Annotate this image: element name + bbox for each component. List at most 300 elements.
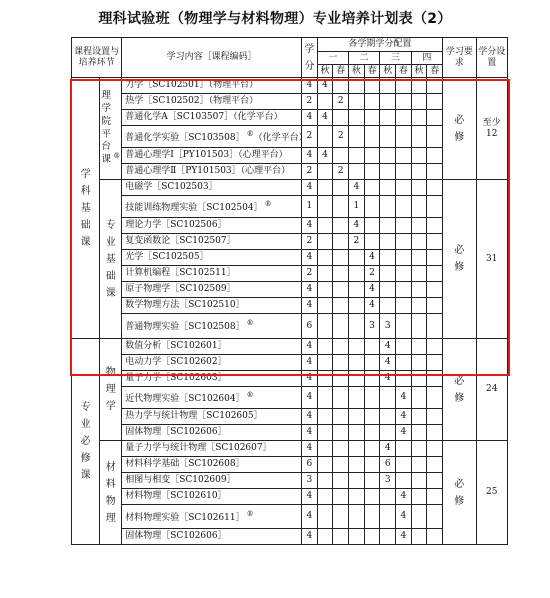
- term-credit-cell: [349, 425, 365, 441]
- term-credit-cell: [333, 441, 349, 457]
- term-credit-cell: [380, 505, 396, 529]
- requirement-label: 必修: [454, 478, 465, 507]
- course-credits: 4: [302, 148, 318, 164]
- course-name-cell: [122, 441, 302, 457]
- term-credit-cell: [380, 180, 396, 196]
- course-mark: ®: [246, 390, 254, 399]
- term-credit-cell: [364, 148, 380, 164]
- course-name: 相图与相变［SC102609］: [125, 475, 236, 486]
- table-row: [72, 164, 508, 180]
- course-name-cell: [122, 282, 302, 298]
- year-header: 四: [411, 52, 442, 65]
- term-credit-cell: [349, 94, 365, 110]
- term-credit-cell: [411, 234, 427, 250]
- credit-setting-cell: [476, 78, 507, 180]
- course-name-cell: [122, 314, 302, 339]
- term-credit-cell: [411, 298, 427, 314]
- term-credit-cell: 4: [349, 180, 365, 196]
- course-credits: 4: [302, 355, 318, 371]
- group-label: 材料物理: [105, 461, 116, 524]
- term-credit-cell: [317, 234, 333, 250]
- table-row: [72, 110, 508, 126]
- course-name-cell: [122, 355, 302, 371]
- term-credit-cell: [333, 529, 349, 545]
- term-header: 秋: [411, 65, 427, 78]
- requirement-cell: [443, 339, 476, 441]
- term-credit-cell: [349, 148, 365, 164]
- term-credit-cell: [317, 355, 333, 371]
- term-credit-cell: [333, 489, 349, 505]
- course-mark: ®: [246, 319, 254, 328]
- term-credit-cell: [349, 282, 365, 298]
- term-credit-cell: [427, 196, 443, 218]
- term-credit-cell: [427, 339, 443, 355]
- term-credit-cell: [333, 371, 349, 387]
- term-credit-cell: [333, 196, 349, 218]
- distribution-header: 各学期学分配置: [317, 38, 442, 52]
- term-credit-cell: [380, 282, 396, 298]
- term-credit-cell: [364, 94, 380, 110]
- course-credits: 3: [302, 473, 318, 489]
- term-credit-cell: [380, 110, 396, 126]
- term-credit-cell: 4: [396, 387, 412, 409]
- course-name: 热力学与统计物理［SC102605］: [125, 411, 263, 422]
- course-name: 材料物理［SC102610］: [125, 491, 227, 502]
- term-credit-cell: [427, 457, 443, 473]
- term-credit-cell: [317, 94, 333, 110]
- curriculum-table-body: [72, 38, 508, 545]
- term-credit-cell: [349, 78, 365, 94]
- requirement-cell: [443, 180, 476, 339]
- course-credits: 1: [302, 196, 318, 218]
- term-credit-cell: [411, 282, 427, 298]
- term-credit-cell: [411, 180, 427, 196]
- term-credit-cell: [349, 355, 365, 371]
- table-row: [72, 473, 508, 489]
- course-name: 材料科学基础［SC102608］: [125, 459, 245, 470]
- table-row: [72, 425, 508, 441]
- course-credits: 6: [302, 457, 318, 473]
- course-name: 普通化学A［SC103507］（化学平台）: [125, 112, 283, 123]
- credits-header: [302, 38, 318, 78]
- term-credit-cell: [396, 218, 412, 234]
- course-credits: 4: [302, 339, 318, 355]
- course-credits: 2: [302, 94, 318, 110]
- term-credit-cell: [427, 473, 443, 489]
- course-name: 近代物理实验［SC102604］: [125, 393, 245, 404]
- term-credit-cell: [396, 126, 412, 148]
- course-mark: ®: [246, 509, 254, 518]
- term-credit-cell: [411, 425, 427, 441]
- term-credit-cell: [396, 314, 412, 339]
- term-credit-cell: 2: [349, 234, 365, 250]
- course-name: 普通物理实验［SC102508］: [125, 322, 245, 333]
- term-credit-cell: [396, 298, 412, 314]
- term-credit-cell: [411, 371, 427, 387]
- term-credit-cell: [396, 371, 412, 387]
- course-name: 热学［SC102502］（物理平台）: [125, 96, 259, 107]
- table-row: [72, 148, 508, 164]
- requirement-label: 必修: [454, 114, 465, 143]
- term-credit-cell: [333, 505, 349, 529]
- term-credit-cell: [317, 126, 333, 148]
- term-credit-cell: [427, 164, 443, 180]
- term-credit-cell: [317, 196, 333, 218]
- course-name-cell: [122, 148, 302, 164]
- term-credit-cell: [396, 94, 412, 110]
- course-name-cell: [122, 529, 302, 545]
- table-row: [72, 371, 508, 387]
- term-credit-cell: [349, 339, 365, 355]
- term-credit-cell: [317, 339, 333, 355]
- course-credits: 4: [302, 409, 318, 425]
- term-credit-cell: [427, 148, 443, 164]
- course-credits: 4: [302, 180, 318, 196]
- term-credit-cell: [317, 164, 333, 180]
- term-credit-cell: 4: [396, 505, 412, 529]
- section-label: 专业必修课: [80, 402, 91, 481]
- term-credit-cell: [333, 355, 349, 371]
- term-credit-cell: [380, 94, 396, 110]
- term-credit-cell: 4: [396, 489, 412, 505]
- credit-setting-header: 学分设置: [476, 38, 507, 78]
- term-credit-cell: [317, 505, 333, 529]
- term-credit-cell: [333, 282, 349, 298]
- term-credit-cell: [333, 148, 349, 164]
- term-credit-cell: [333, 387, 349, 409]
- term-header: 秋: [349, 65, 365, 78]
- group-cell: [100, 180, 122, 339]
- term-credit-cell: [380, 164, 396, 180]
- term-credit-cell: [411, 218, 427, 234]
- credit-setting-label: 至少 12: [482, 118, 501, 139]
- term-credit-cell: [427, 94, 443, 110]
- term-credit-cell: [364, 489, 380, 505]
- course-name: 材料物理实验［SC102611］: [125, 512, 245, 523]
- course-credits: 4: [302, 282, 318, 298]
- course-credits: 2: [302, 164, 318, 180]
- term-credit-cell: [380, 298, 396, 314]
- course-name-cell: [122, 387, 302, 409]
- term-credit-cell: [364, 234, 380, 250]
- term-credit-cell: [317, 298, 333, 314]
- term-credit-cell: [427, 180, 443, 196]
- term-credit-cell: 4: [380, 355, 396, 371]
- course-name-cell: [122, 126, 308, 148]
- term-credit-cell: [333, 473, 349, 489]
- course-name-cell: [122, 180, 302, 196]
- course-credits: 2: [302, 126, 318, 148]
- term-credit-cell: 4: [317, 78, 333, 94]
- table-row: [72, 387, 508, 409]
- term-credit-cell: [364, 180, 380, 196]
- term-credit-cell: [349, 409, 365, 425]
- term-credit-cell: [427, 489, 443, 505]
- term-credit-cell: [317, 218, 333, 234]
- course-name: 复变函数论［SC102507］: [125, 236, 236, 247]
- course-name-cell: [122, 505, 302, 529]
- course-name: 电动力学［SC102602］: [125, 357, 227, 368]
- course-credits: 4: [302, 371, 318, 387]
- term-credit-cell: [333, 250, 349, 266]
- course-credits: 4: [302, 218, 318, 234]
- term-credit-cell: [349, 441, 365, 457]
- course-name-cell: [122, 489, 302, 505]
- section-cell: [72, 78, 100, 339]
- term-credit-cell: [427, 371, 443, 387]
- term-header: 秋: [380, 65, 396, 78]
- term-credit-cell: [349, 266, 365, 282]
- category-header: 课程设置与培养环节: [72, 38, 122, 78]
- term-credit-cell: 3: [364, 314, 380, 339]
- term-credit-cell: [333, 409, 349, 425]
- term-credit-cell: [427, 441, 443, 457]
- requirement-label: 必修: [454, 375, 465, 404]
- term-credit-cell: [317, 457, 333, 473]
- term-credit-cell: 4: [396, 409, 412, 425]
- term-credit-cell: [427, 387, 443, 409]
- course-credits: 4: [302, 505, 318, 529]
- term-credit-cell: [317, 529, 333, 545]
- credit-setting-label: 31: [486, 253, 498, 264]
- term-credit-cell: [364, 110, 380, 126]
- year-header: 一: [317, 52, 348, 65]
- term-credit-cell: [396, 282, 412, 298]
- term-credit-cell: 2: [333, 126, 349, 148]
- term-credit-cell: 4: [349, 218, 365, 234]
- term-credit-cell: [349, 387, 365, 409]
- table-row: [72, 234, 508, 250]
- table-row: [72, 250, 508, 266]
- term-header: 春: [396, 65, 412, 78]
- course-credits: 4: [302, 110, 318, 126]
- term-credit-cell: [333, 266, 349, 282]
- term-credit-cell: 4: [364, 298, 380, 314]
- term-credit-cell: [364, 529, 380, 545]
- term-credit-cell: [364, 387, 380, 409]
- term-credit-cell: [380, 489, 396, 505]
- term-credit-cell: 1: [349, 196, 365, 218]
- course-mark: ®: [264, 199, 272, 208]
- term-credit-cell: [380, 250, 396, 266]
- course-credits: 4: [302, 441, 318, 457]
- term-credit-cell: [317, 180, 333, 196]
- group-note-mark: ®: [113, 152, 121, 161]
- course-name: 技能训练物理实验［SC102504］: [125, 202, 263, 213]
- term-credit-cell: [349, 505, 365, 529]
- term-credit-cell: [380, 196, 396, 218]
- table-row: [72, 94, 508, 110]
- term-credit-cell: [364, 355, 380, 371]
- term-credit-cell: [380, 126, 396, 148]
- term-header: 春: [427, 65, 443, 78]
- term-credit-cell: [427, 409, 443, 425]
- term-credit-cell: [411, 126, 427, 148]
- term-credit-cell: [396, 148, 412, 164]
- term-credit-cell: [317, 282, 333, 298]
- course-credits: 2: [302, 266, 318, 282]
- section-label: 学科基础课: [80, 168, 91, 248]
- term-credit-cell: [333, 234, 349, 250]
- course-name: 固体物理［SC102606］: [125, 427, 227, 438]
- term-credit-cell: 4: [396, 529, 412, 545]
- content-header: 学习内容［课程编码］: [122, 38, 302, 78]
- credit-setting-label: 25: [486, 487, 498, 498]
- course-name: 电磁学［SC102503］: [125, 182, 218, 193]
- term-credit-cell: [411, 196, 427, 218]
- term-credit-cell: [364, 425, 380, 441]
- term-credit-cell: [364, 457, 380, 473]
- course-name: 数学物理方法［SC102510］: [125, 300, 245, 311]
- course-name-cell: [122, 409, 302, 425]
- term-credit-cell: [333, 457, 349, 473]
- course-credits: 4: [302, 425, 318, 441]
- group-cell: [100, 78, 122, 180]
- term-credit-cell: [427, 126, 443, 148]
- term-credit-cell: [364, 441, 380, 457]
- course-name-cell: [122, 339, 302, 355]
- term-credit-cell: [349, 314, 365, 339]
- table-row: [72, 282, 508, 298]
- term-credit-cell: [317, 409, 333, 425]
- term-credit-cell: [333, 314, 349, 339]
- term-credit-cell: [364, 505, 380, 529]
- group-label: 专业基础课: [105, 219, 116, 299]
- course-name: 力学［SC102501］（物理平台）: [125, 80, 259, 91]
- course-name: 固体物理［SC102606］: [125, 531, 227, 542]
- term-credit-cell: [317, 266, 333, 282]
- term-credit-cell: [396, 196, 412, 218]
- term-credit-cell: 4: [380, 441, 396, 457]
- term-credit-cell: [411, 339, 427, 355]
- requirement-header: 学习要求: [443, 38, 476, 78]
- table-row: [72, 196, 508, 218]
- table-row: [72, 489, 508, 505]
- term-credit-cell: [364, 196, 380, 218]
- credit-setting-cell: [476, 180, 507, 339]
- term-credit-cell: [364, 409, 380, 425]
- table-row: [72, 339, 508, 355]
- term-credit-cell: [411, 355, 427, 371]
- term-credit-cell: [380, 148, 396, 164]
- term-credit-cell: [349, 164, 365, 180]
- table-row: [72, 314, 508, 339]
- course-name-cell: [122, 196, 302, 218]
- group-label: 物理学: [105, 367, 116, 412]
- course-name-cell: [122, 266, 302, 282]
- term-credit-cell: 2: [333, 164, 349, 180]
- term-credit-cell: [349, 110, 365, 126]
- course-name-cell: [122, 371, 302, 387]
- term-credit-cell: [380, 529, 396, 545]
- term-credit-cell: [317, 425, 333, 441]
- year-header: 三: [380, 52, 411, 65]
- term-credit-cell: [349, 457, 365, 473]
- curriculum-table: [71, 37, 508, 545]
- credits-header-text: 学分: [304, 43, 315, 72]
- group-cell: [100, 441, 122, 545]
- group-cell: [100, 339, 122, 441]
- term-credit-cell: [396, 441, 412, 457]
- term-credit-cell: [396, 473, 412, 489]
- course-credits: 2: [302, 234, 318, 250]
- term-credit-cell: [364, 371, 380, 387]
- course-credits: 4: [302, 298, 318, 314]
- table-row: [72, 529, 508, 545]
- term-credit-cell: [317, 250, 333, 266]
- term-credit-cell: [364, 218, 380, 234]
- credit-setting-label: 24: [486, 384, 498, 395]
- table-row: [72, 218, 508, 234]
- term-credit-cell: 2: [364, 266, 380, 282]
- term-credit-cell: [349, 489, 365, 505]
- table-row: [72, 441, 508, 457]
- section-cell: [72, 339, 100, 545]
- course-name-cell: [122, 473, 302, 489]
- course-name: 原子物理学［SC102509］: [125, 284, 236, 295]
- term-credit-cell: [333, 180, 349, 196]
- course-name-cell: [122, 110, 302, 126]
- term-credit-cell: [396, 457, 412, 473]
- term-credit-cell: [396, 234, 412, 250]
- course-name-cell: [122, 218, 302, 234]
- term-credit-cell: [380, 425, 396, 441]
- term-credit-cell: 3: [380, 314, 396, 339]
- term-credit-cell: [364, 473, 380, 489]
- table-row: [72, 266, 508, 282]
- term-credit-cell: [427, 78, 443, 94]
- term-credit-cell: [411, 489, 427, 505]
- term-header: 春: [364, 65, 380, 78]
- term-credit-cell: [396, 266, 412, 282]
- term-credit-cell: 4: [364, 282, 380, 298]
- term-credit-cell: [364, 164, 380, 180]
- term-credit-cell: [396, 180, 412, 196]
- term-credit-cell: [333, 339, 349, 355]
- year-header: 二: [349, 52, 380, 65]
- table-row: [72, 298, 508, 314]
- term-credit-cell: [364, 78, 380, 94]
- term-credit-cell: 4: [317, 148, 333, 164]
- table-row: [72, 78, 508, 94]
- term-credit-cell: [411, 457, 427, 473]
- term-credit-cell: [396, 355, 412, 371]
- term-credit-cell: [396, 339, 412, 355]
- term-credit-cell: [427, 250, 443, 266]
- term-credit-cell: [411, 250, 427, 266]
- term-credit-cell: [333, 425, 349, 441]
- term-credit-cell: [317, 387, 333, 409]
- term-credit-cell: [411, 94, 427, 110]
- course-name: 普通心理学Ⅰ［PY101503］（心理平台）: [125, 150, 288, 161]
- course-name: 计算机编程［SC102511］: [125, 268, 236, 279]
- term-credit-cell: [349, 371, 365, 387]
- term-credit-cell: [411, 505, 427, 529]
- group-label: 理学院平台课: [101, 90, 111, 166]
- course-name: 量子力学与统计物理［SC102607］: [125, 443, 272, 454]
- course-name: 普通化学实验［SC103508］: [125, 132, 245, 143]
- term-credit-cell: [411, 441, 427, 457]
- term-credit-cell: [349, 250, 365, 266]
- course-name-suffix: （化学平台）: [253, 132, 308, 143]
- term-credit-cell: [427, 425, 443, 441]
- course-name-cell: [122, 94, 302, 110]
- term-credit-cell: 4: [380, 339, 396, 355]
- term-credit-cell: [380, 78, 396, 94]
- term-credit-cell: [317, 314, 333, 339]
- course-name: 普通心理学Ⅱ［PY101503］（心理平台）: [125, 166, 291, 177]
- term-credit-cell: [411, 78, 427, 94]
